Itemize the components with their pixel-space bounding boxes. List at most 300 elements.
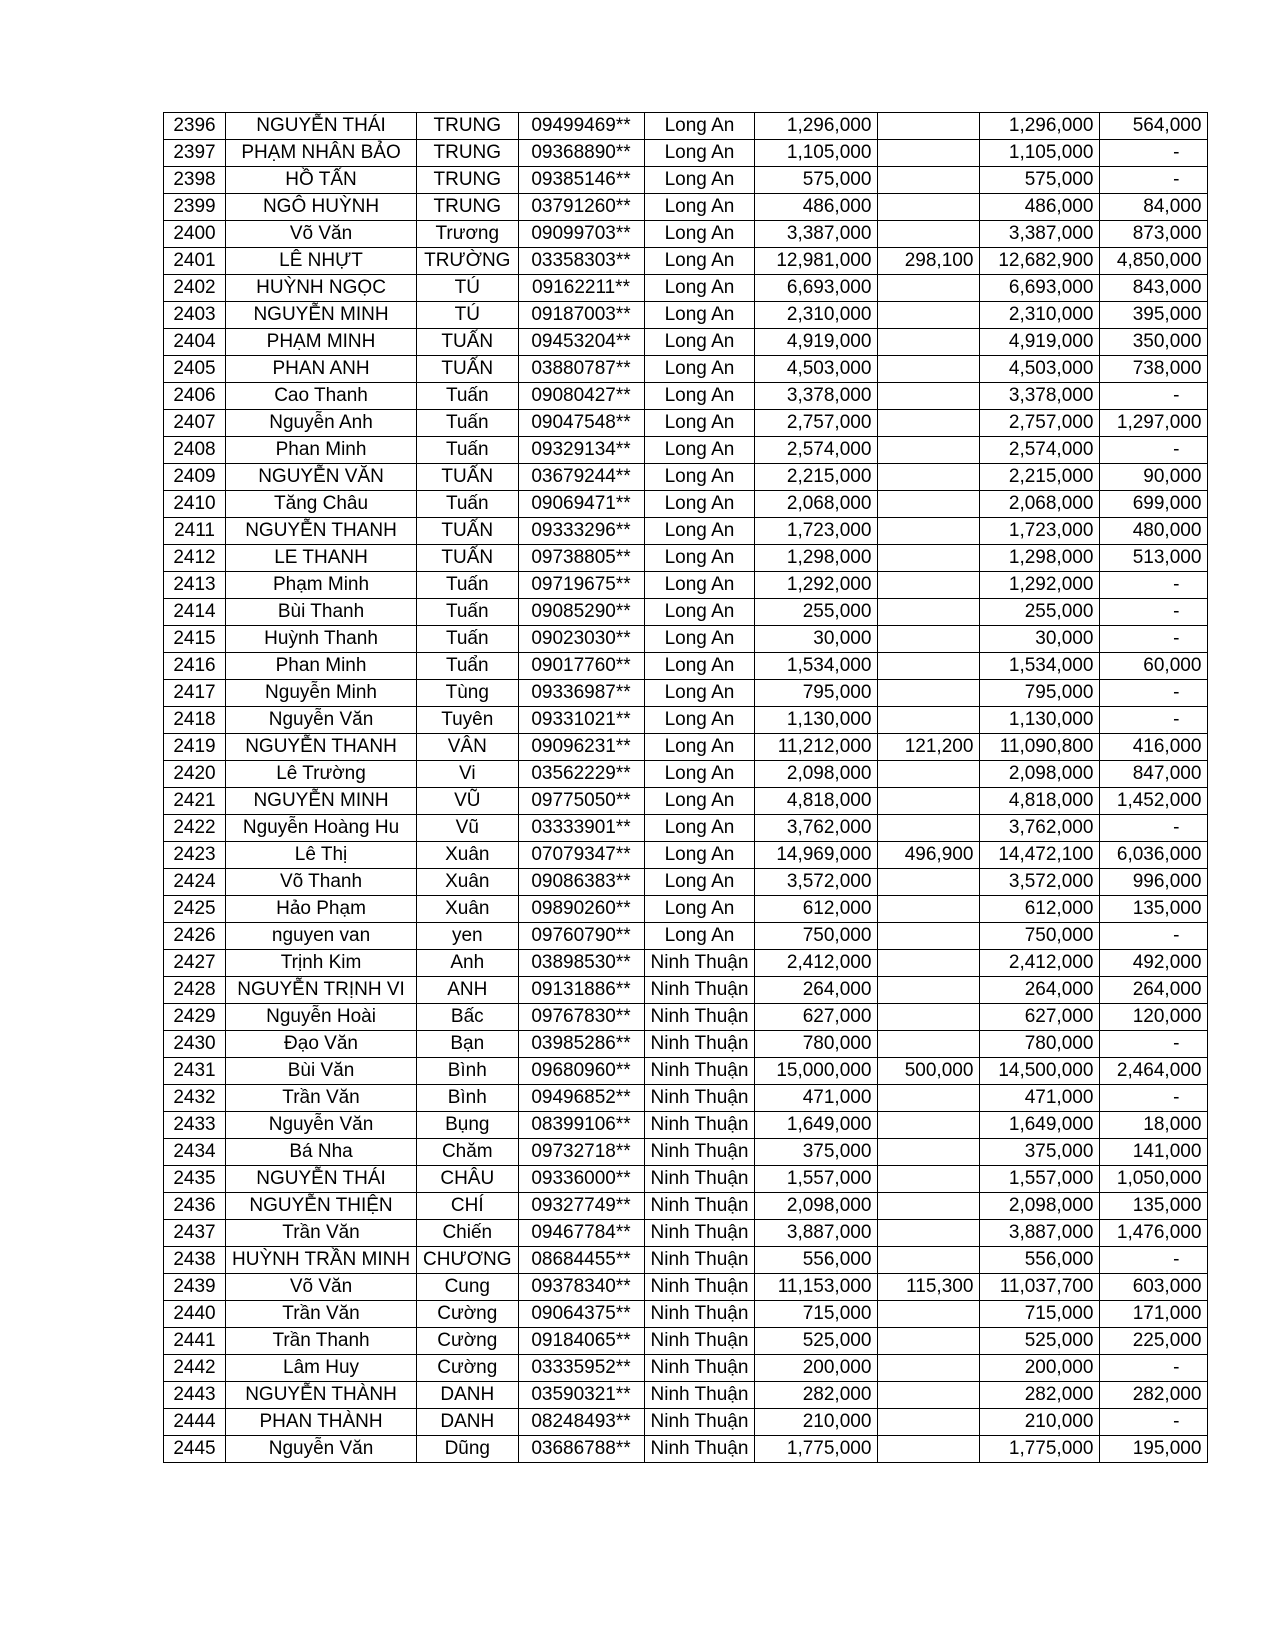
province-cell: Ninh Thuận [644,1193,755,1220]
paid-amount-cell: - [1100,626,1208,653]
total-amount-cell: 30,000 [755,626,878,653]
net-amount-cell: 282,000 [980,1382,1100,1409]
table-row [164,1085,1208,1112]
last-name-cell: NGUYỄN THÁI [226,113,417,140]
phone-cell: 09069471** [518,491,644,518]
table-row [164,275,1208,302]
paid-amount-cell: 225,000 [1100,1328,1208,1355]
deduction-cell [878,1193,980,1220]
first-name-cell: VÂN [417,734,518,761]
last-name-cell: Hảo Phạm [226,896,417,923]
last-name-cell: Trần Văn [226,1301,417,1328]
phone-cell: 03590321** [518,1382,644,1409]
total-amount-cell: 2,098,000 [755,761,878,788]
deduction-cell [878,518,980,545]
net-amount-cell: 715,000 [980,1301,1100,1328]
net-amount-cell: 1,130,000 [980,707,1100,734]
total-amount-cell: 1,292,000 [755,572,878,599]
paid-amount-cell: - [1100,437,1208,464]
net-amount-cell: 1,649,000 [980,1112,1100,1139]
first-name-cell: Cường [417,1328,518,1355]
first-name-cell: Trương [417,221,518,248]
last-name-cell: Trần Thanh [226,1328,417,1355]
deduction-cell [878,869,980,896]
province-cell: Long An [644,761,755,788]
net-amount-cell: 1,534,000 [980,653,1100,680]
row-number-cell: 2406 [164,383,226,410]
province-cell: Long An [644,437,755,464]
province-cell: Ninh Thuận [644,1058,755,1085]
row-number-cell: 2434 [164,1139,226,1166]
table-row [164,923,1208,950]
table-row [164,761,1208,788]
total-amount-cell: 6,693,000 [755,275,878,302]
phone-cell: 09767830** [518,1004,644,1031]
deduction-cell: 121,200 [878,734,980,761]
province-cell: Ninh Thuận [644,1031,755,1058]
last-name-cell: Lê Thị [226,842,417,869]
row-number-cell: 2441 [164,1328,226,1355]
row-number-cell: 2420 [164,761,226,788]
province-cell: Long An [644,410,755,437]
province-cell: Long An [644,113,755,140]
row-number-cell: 2412 [164,545,226,572]
total-amount-cell: 627,000 [755,1004,878,1031]
total-amount-cell: 3,887,000 [755,1220,878,1247]
province-cell: Long An [644,302,755,329]
table-row [164,1112,1208,1139]
province-cell: Ninh Thuận [644,1166,755,1193]
deduction-cell [878,1166,980,1193]
phone-cell: 07079347** [518,842,644,869]
deduction-cell [878,653,980,680]
deduction-cell [878,329,980,356]
net-amount-cell: 2,310,000 [980,302,1100,329]
table-row [164,410,1208,437]
province-cell: Ninh Thuận [644,1436,755,1463]
row-number-cell: 2401 [164,248,226,275]
last-name-cell: NGÔ HUỲNH [226,194,417,221]
table-row [164,1409,1208,1436]
phone-cell: 03333901** [518,815,644,842]
net-amount-cell: 1,292,000 [980,572,1100,599]
total-amount-cell: 750,000 [755,923,878,950]
table-row [164,1382,1208,1409]
paid-amount-cell: - [1100,140,1208,167]
first-name-cell: TUẤN [417,464,518,491]
total-amount-cell: 715,000 [755,1301,878,1328]
phone-cell: 09131886** [518,977,644,1004]
deduction-cell: 500,000 [878,1058,980,1085]
row-number-cell: 2400 [164,221,226,248]
row-number-cell: 2407 [164,410,226,437]
total-amount-cell: 1,649,000 [755,1112,878,1139]
first-name-cell: Tuấn [417,437,518,464]
paid-amount-cell: 282,000 [1100,1382,1208,1409]
last-name-cell: NGUYỄN THIỆN [226,1193,417,1220]
last-name-cell: PHẠM NHÂN BẢO [226,140,417,167]
phone-cell: 03335952** [518,1355,644,1382]
paid-amount-cell: 1,476,000 [1100,1220,1208,1247]
net-amount-cell: 1,296,000 [980,113,1100,140]
table-row [164,113,1208,140]
total-amount-cell: 2,757,000 [755,410,878,437]
province-cell: Long An [644,545,755,572]
row-number-cell: 2426 [164,923,226,950]
table-row [164,221,1208,248]
row-number-cell: 2433 [164,1112,226,1139]
deduction-cell [878,383,980,410]
last-name-cell: Nguyễn Hoàng Hu [226,815,417,842]
first-name-cell: CHÂU [417,1166,518,1193]
row-number-cell: 2444 [164,1409,226,1436]
first-name-cell: TÚ [417,302,518,329]
province-cell: Long An [644,653,755,680]
row-number-cell: 2443 [164,1382,226,1409]
net-amount-cell: 11,037,700 [980,1274,1100,1301]
deduction-cell [878,1139,980,1166]
table-row [164,248,1208,275]
net-amount-cell: 2,215,000 [980,464,1100,491]
province-cell: Ninh Thuận [644,1004,755,1031]
row-number-cell: 2424 [164,869,226,896]
row-number-cell: 2432 [164,1085,226,1112]
phone-cell: 09378340** [518,1274,644,1301]
net-amount-cell: 4,818,000 [980,788,1100,815]
last-name-cell: NGUYỄN THÁI [226,1166,417,1193]
table-row [164,518,1208,545]
last-name-cell: Trần Văn [226,1220,417,1247]
last-name-cell: Huỳnh Thanh [226,626,417,653]
row-number-cell: 2404 [164,329,226,356]
table-row [164,140,1208,167]
table-row [164,1220,1208,1247]
province-cell: Long An [644,734,755,761]
last-name-cell: PHAN ANH [226,356,417,383]
net-amount-cell: 575,000 [980,167,1100,194]
last-name-cell: HUỲNH NGỌC [226,275,417,302]
last-name-cell: Tăng Châu [226,491,417,518]
paid-amount-cell: 2,464,000 [1100,1058,1208,1085]
last-name-cell: Lê Trường [226,761,417,788]
total-amount-cell: 2,098,000 [755,1193,878,1220]
total-amount-cell: 1,557,000 [755,1166,878,1193]
row-number-cell: 2410 [164,491,226,518]
table-row [164,167,1208,194]
net-amount-cell: 612,000 [980,896,1100,923]
paid-amount-cell: 480,000 [1100,518,1208,545]
deduction-cell [878,437,980,464]
net-amount-cell: 3,887,000 [980,1220,1100,1247]
row-number-cell: 2431 [164,1058,226,1085]
paid-amount-cell: 120,000 [1100,1004,1208,1031]
table-row [164,1193,1208,1220]
table-row [164,1166,1208,1193]
row-number-cell: 2442 [164,1355,226,1382]
phone-cell: 09385146** [518,167,644,194]
net-amount-cell: 2,098,000 [980,1193,1100,1220]
deduction-cell [878,545,980,572]
table-row [164,464,1208,491]
total-amount-cell: 2,412,000 [755,950,878,977]
first-name-cell: DANH [417,1382,518,1409]
total-amount-cell: 255,000 [755,599,878,626]
deduction-cell [878,896,980,923]
payout-table [163,112,1208,1463]
paid-amount-cell: - [1100,599,1208,626]
first-name-cell: Bấc [417,1004,518,1031]
deduction-cell [878,1220,980,1247]
last-name-cell: LÊ NHỰT [226,248,417,275]
total-amount-cell: 1,296,000 [755,113,878,140]
total-amount-cell: 1,130,000 [755,707,878,734]
net-amount-cell: 255,000 [980,599,1100,626]
phone-cell: 09023030** [518,626,644,653]
paid-amount-cell: 395,000 [1100,302,1208,329]
total-amount-cell: 12,981,000 [755,248,878,275]
net-amount-cell: 3,387,000 [980,221,1100,248]
last-name-cell: Võ Văn [226,1274,417,1301]
first-name-cell: Vi [417,761,518,788]
table-row [164,734,1208,761]
total-amount-cell: 1,105,000 [755,140,878,167]
row-number-cell: 2409 [164,464,226,491]
phone-cell: 08248493** [518,1409,644,1436]
total-amount-cell: 795,000 [755,680,878,707]
table-body [164,113,1208,1463]
paid-amount-cell: - [1100,1031,1208,1058]
net-amount-cell: 556,000 [980,1247,1100,1274]
total-amount-cell: 264,000 [755,977,878,1004]
table-row [164,1004,1208,1031]
first-name-cell: Tuẩn [417,653,518,680]
paid-amount-cell: - [1100,1355,1208,1382]
row-number-cell: 2423 [164,842,226,869]
phone-cell: 09327749** [518,1193,644,1220]
row-number-cell: 2445 [164,1436,226,1463]
deduction-cell [878,1031,980,1058]
paid-amount-cell: 699,000 [1100,491,1208,518]
phone-cell: 08399106** [518,1112,644,1139]
first-name-cell: Cung [417,1274,518,1301]
total-amount-cell: 2,215,000 [755,464,878,491]
net-amount-cell: 375,000 [980,1139,1100,1166]
paid-amount-cell: 1,452,000 [1100,788,1208,815]
row-number-cell: 2402 [164,275,226,302]
first-name-cell: Tuấn [417,572,518,599]
first-name-cell: Tùng [417,680,518,707]
phone-cell: 03686788** [518,1436,644,1463]
last-name-cell: NGUYỄN THÀNH [226,1382,417,1409]
paid-amount-cell: 135,000 [1100,896,1208,923]
first-name-cell: ANH [417,977,518,1004]
deduction-cell [878,302,980,329]
total-amount-cell: 210,000 [755,1409,878,1436]
province-cell: Long An [644,221,755,248]
net-amount-cell: 4,503,000 [980,356,1100,383]
first-name-cell: Chăm [417,1139,518,1166]
paid-amount-cell: 195,000 [1100,1436,1208,1463]
net-amount-cell: 780,000 [980,1031,1100,1058]
total-amount-cell: 2,068,000 [755,491,878,518]
paid-amount-cell: 60,000 [1100,653,1208,680]
deduction-cell [878,572,980,599]
last-name-cell: Phan Minh [226,437,417,464]
first-name-cell: Tuyên [417,707,518,734]
paid-amount-cell: 90,000 [1100,464,1208,491]
first-name-cell: CHÍ [417,1193,518,1220]
row-number-cell: 2437 [164,1220,226,1247]
row-number-cell: 2399 [164,194,226,221]
table-row [164,680,1208,707]
paid-amount-cell: 738,000 [1100,356,1208,383]
net-amount-cell: 4,919,000 [980,329,1100,356]
province-cell: Long An [644,275,755,302]
row-number-cell: 2411 [164,518,226,545]
paid-amount-cell: 847,000 [1100,761,1208,788]
province-cell: Long An [644,599,755,626]
deduction-cell [878,356,980,383]
last-name-cell: nguyen van [226,923,417,950]
first-name-cell: Chiến [417,1220,518,1247]
net-amount-cell: 2,757,000 [980,410,1100,437]
table-row [164,842,1208,869]
table-row [164,194,1208,221]
province-cell: Long An [644,626,755,653]
table-row [164,1031,1208,1058]
table-row [164,707,1208,734]
province-cell: Long An [644,680,755,707]
table-row [164,599,1208,626]
last-name-cell: Phan Minh [226,653,417,680]
deduction-cell [878,1409,980,1436]
phone-cell: 09085290** [518,599,644,626]
phone-cell: 09017760** [518,653,644,680]
deduction-cell [878,491,980,518]
deduction-cell [878,815,980,842]
last-name-cell: Võ Văn [226,221,417,248]
last-name-cell: NGUYỄN MINH [226,788,417,815]
net-amount-cell: 6,693,000 [980,275,1100,302]
total-amount-cell: 780,000 [755,1031,878,1058]
row-number-cell: 2414 [164,599,226,626]
deduction-cell [878,113,980,140]
last-name-cell: NGUYỄN MINH [226,302,417,329]
paid-amount-cell: - [1100,167,1208,194]
province-cell: Ninh Thuận [644,950,755,977]
province-cell: Ninh Thuận [644,1301,755,1328]
first-name-cell: Vũ [417,815,518,842]
net-amount-cell: 627,000 [980,1004,1100,1031]
table-row [164,788,1208,815]
table-row [164,950,1208,977]
paid-amount-cell: 4,850,000 [1100,248,1208,275]
deduction-cell [878,761,980,788]
net-amount-cell: 795,000 [980,680,1100,707]
net-amount-cell: 3,378,000 [980,383,1100,410]
net-amount-cell: 2,098,000 [980,761,1100,788]
total-amount-cell: 575,000 [755,167,878,194]
paid-amount-cell: - [1100,572,1208,599]
deduction-cell [878,707,980,734]
table-row [164,1139,1208,1166]
first-name-cell: Bình [417,1058,518,1085]
total-amount-cell: 556,000 [755,1247,878,1274]
row-number-cell: 2429 [164,1004,226,1031]
province-cell: Long An [644,788,755,815]
net-amount-cell: 3,572,000 [980,869,1100,896]
table-row [164,896,1208,923]
first-name-cell: CHƯƠNG [417,1247,518,1274]
phone-cell: 09086383** [518,869,644,896]
province-cell: Long An [644,140,755,167]
deduction-cell: 496,900 [878,842,980,869]
row-number-cell: 2398 [164,167,226,194]
last-name-cell: Bùi Thanh [226,599,417,626]
first-name-cell: Tuấn [417,599,518,626]
last-name-cell: Đạo Văn [226,1031,417,1058]
net-amount-cell: 12,682,900 [980,248,1100,275]
total-amount-cell: 525,000 [755,1328,878,1355]
total-amount-cell: 471,000 [755,1085,878,1112]
paid-amount-cell: 416,000 [1100,734,1208,761]
phone-cell: 09453204** [518,329,644,356]
row-number-cell: 2417 [164,680,226,707]
total-amount-cell: 486,000 [755,194,878,221]
net-amount-cell: 3,762,000 [980,815,1100,842]
table-row [164,1355,1208,1382]
net-amount-cell: 1,557,000 [980,1166,1100,1193]
province-cell: Ninh Thuận [644,1220,755,1247]
total-amount-cell: 4,503,000 [755,356,878,383]
last-name-cell: Trịnh Kim [226,950,417,977]
phone-cell: 09496852** [518,1085,644,1112]
paid-amount-cell: - [1100,815,1208,842]
deduction-cell [878,1301,980,1328]
first-name-cell: Xuân [417,842,518,869]
first-name-cell: Tuấn [417,491,518,518]
table-row [164,1301,1208,1328]
net-amount-cell: 2,412,000 [980,950,1100,977]
province-cell: Ninh Thuận [644,1139,755,1166]
table-row [164,383,1208,410]
row-number-cell: 2427 [164,950,226,977]
phone-cell: 09890260** [518,896,644,923]
total-amount-cell: 14,969,000 [755,842,878,869]
first-name-cell: TRUNG [417,194,518,221]
first-name-cell: TRUNG [417,140,518,167]
last-name-cell: Nguyễn Văn [226,1436,417,1463]
deduction-cell [878,275,980,302]
net-amount-cell: 1,775,000 [980,1436,1100,1463]
row-number-cell: 2405 [164,356,226,383]
paid-amount-cell: 18,000 [1100,1112,1208,1139]
table-row [164,1328,1208,1355]
paid-amount-cell: - [1100,383,1208,410]
province-cell: Long An [644,707,755,734]
province-cell: Ninh Thuận [644,1112,755,1139]
total-amount-cell: 15,000,000 [755,1058,878,1085]
last-name-cell: Lâm Huy [226,1355,417,1382]
phone-cell: 08684455** [518,1247,644,1274]
paid-amount-cell: - [1100,680,1208,707]
last-name-cell: LE THANH [226,545,417,572]
net-amount-cell: 486,000 [980,194,1100,221]
paid-amount-cell: 603,000 [1100,1274,1208,1301]
row-number-cell: 2419 [164,734,226,761]
net-amount-cell: 210,000 [980,1409,1100,1436]
phone-cell: 09162211** [518,275,644,302]
